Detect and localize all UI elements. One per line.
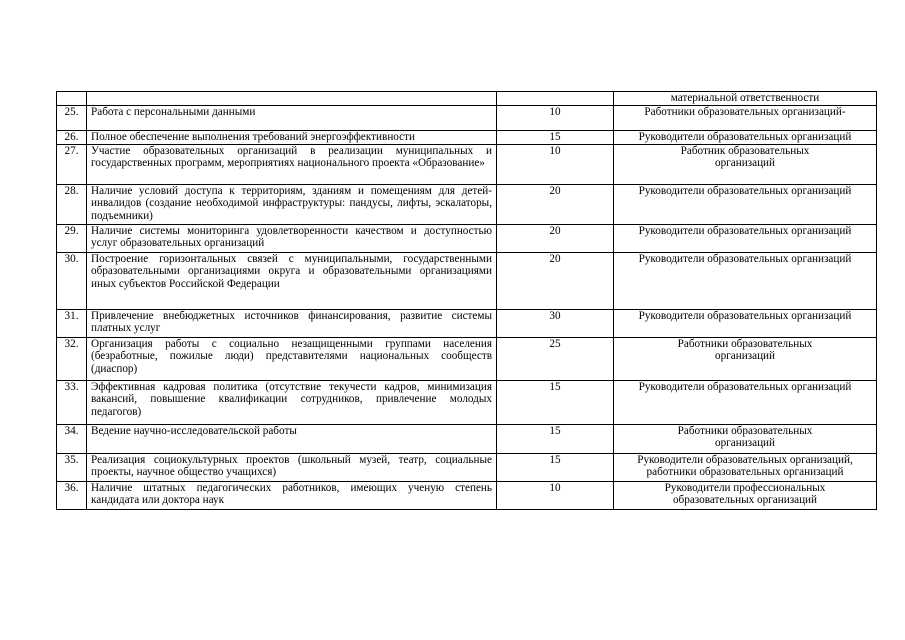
responsible-cell	[614, 482, 877, 510]
table-row	[57, 454, 877, 482]
criterion-cell: Реализация социокультурных проектов (школьный музей, театр, социальные проекты, научное общество учащихся)	[87, 454, 497, 482]
criterion-cell: Привлечение внебюджетных источников финансирования, развитие системы платных услуг	[87, 310, 497, 338]
criterion-cell: Наличие штатных педагогических работников, имеющих ученую степень кандидата или доктора наук	[87, 482, 497, 510]
row-number-cell: 32.	[57, 338, 87, 381]
criterion-cell: Организация работы с социально незащищенными группами населения (безработные, пожилые люди) представителями национальных сообществ (диаспор)	[87, 338, 497, 381]
responsible-cell: Руководители образовательных организаций	[614, 225, 877, 253]
row-number-cell: 33.	[57, 381, 87, 425]
score-cell: 15	[497, 131, 614, 145]
criterion-cell: Наличие условий доступа к территориям, зданиям и помещениям для детей-инвалидов (создание необходимой инфраструктуры: пандусы, лифты, эскалаторы, подъемники)	[87, 185, 497, 225]
score-cell: 20	[497, 225, 614, 253]
row-number-cell: 34.	[57, 425, 87, 454]
table-row	[57, 131, 877, 145]
score-cell: 10	[497, 106, 614, 131]
criterion-cell: Построение горизонтальных связей с муниципальными, государственными образовательными организациями округа и образовательными организациями иных субъектов Российской Федерации	[87, 253, 497, 310]
score-cell: 10	[497, 145, 614, 185]
row-number-cell: 26.	[57, 131, 87, 145]
responsible-cell: Руководители образовательных организаций	[614, 381, 877, 425]
criterion-cell: Полное обеспечение выполнения требований энергоэффективности	[87, 131, 497, 145]
responsible-text: материальной ответственности	[670, 92, 820, 104]
row-number-cell: 35.	[57, 454, 87, 482]
responsible-cell: Руководители образовательных организаций	[614, 185, 877, 225]
score-cell: 15	[497, 454, 614, 482]
row-number-cell: 31.	[57, 310, 87, 338]
responsible-text: Работники образовательных организаций	[677, 425, 813, 450]
criteria-table	[56, 91, 877, 510]
criterion-cell	[87, 92, 497, 106]
responsible-cell	[614, 145, 877, 185]
responsible-cell: Руководители образовательных организаций	[614, 310, 877, 338]
score-cell: 15	[497, 425, 614, 454]
table-row	[57, 425, 877, 454]
criterion-cell: Наличие системы мониторинга удовлетворенности качеством и доступностью услуг образовательных организаций	[87, 225, 497, 253]
responsible-cell	[614, 338, 877, 381]
row-number-cell	[57, 92, 87, 106]
table-row	[57, 310, 877, 338]
responsible-text: Работники образовательных организаций	[677, 338, 813, 363]
row-number-cell: 28.	[57, 185, 87, 225]
responsible-cell: Работники образовательных организаций-	[614, 106, 877, 131]
responsible-text: Работник образовательных организаций	[680, 145, 810, 170]
row-number-cell: 30.	[57, 253, 87, 310]
table-row	[57, 338, 877, 381]
score-cell: 20	[497, 185, 614, 225]
table-row	[57, 482, 877, 510]
responsible-cell: Руководители образовательных организаций	[614, 253, 877, 310]
score-cell	[497, 92, 614, 106]
table-row	[57, 145, 877, 185]
table-row-continuation	[57, 92, 877, 106]
score-cell: 25	[497, 338, 614, 381]
score-cell: 20	[497, 253, 614, 310]
row-number-cell: 36.	[57, 482, 87, 510]
table-row	[57, 225, 877, 253]
table-row	[57, 185, 877, 225]
criterion-cell: Участие образовательных организаций в реализации муниципальных и государственных программ, мероприятиях национального проекта «Образование»	[87, 145, 497, 185]
responsible-cell: Руководители образовательных организаций	[614, 131, 877, 145]
responsible-cell	[614, 92, 877, 106]
table-row	[57, 381, 877, 425]
score-cell: 10	[497, 482, 614, 510]
row-number-cell: 25.	[57, 106, 87, 131]
row-number-cell: 27.	[57, 145, 87, 185]
responsible-text: Руководители профессиональных образовательных организаций	[664, 482, 826, 507]
table-row	[57, 253, 877, 310]
criterion-cell: Работа с персональными данными	[87, 106, 497, 131]
criterion-cell: Ведение научно-исследовательской работы	[87, 425, 497, 454]
row-number-cell: 29.	[57, 225, 87, 253]
responsible-cell	[614, 425, 877, 454]
table-row	[57, 106, 877, 131]
score-cell: 15	[497, 381, 614, 425]
criterion-cell: Эффективная кадровая политика (отсутствие текучести кадров, минимизация вакансий, повышение квалификации сотрудников, привлечение молодых педагогов)	[87, 381, 497, 425]
responsible-cell: Руководители образовательных организаций, работники образовательных организаций	[614, 454, 877, 482]
score-cell: 30	[497, 310, 614, 338]
